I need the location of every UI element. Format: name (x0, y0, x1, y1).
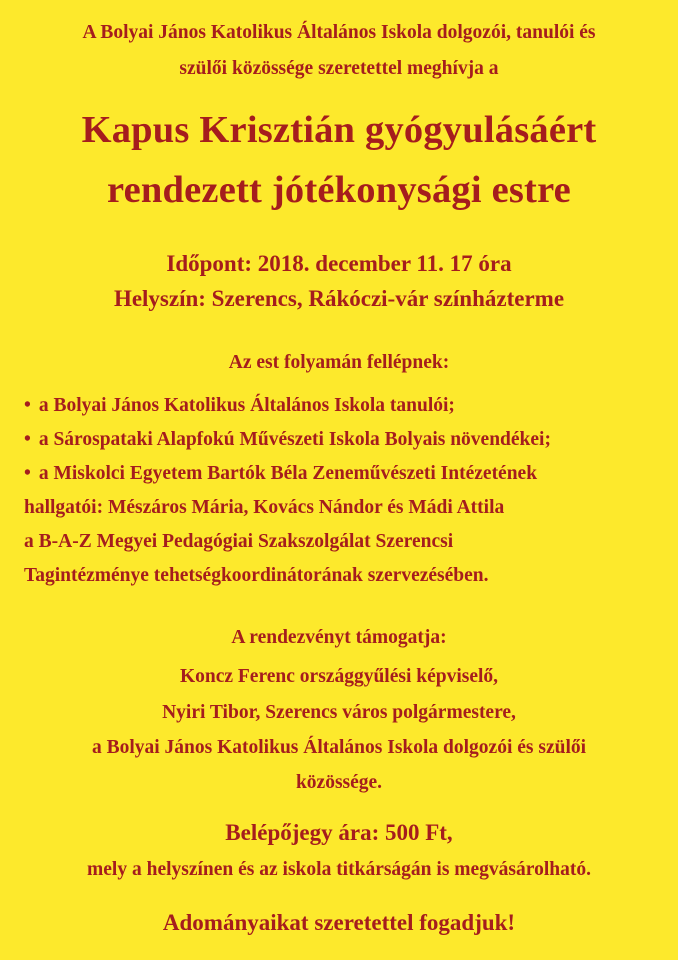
bullet-icon: • (24, 463, 31, 484)
ticket-note: mely a helyszínen és az iskola titkárságán is megvásárolható. (87, 859, 591, 880)
title-line-1: Kapus Krisztián gyógyulásáért (81, 109, 597, 151)
closing-message: Adományaikat szeretettel fogadjuk! (162, 910, 516, 935)
supporter-line-4: közössége. (295, 772, 383, 793)
intro-line-2: szülői közössége szeretettel meghívja a (179, 58, 499, 79)
supporters-heading: A rendezvényt támogatja: (231, 627, 447, 648)
ticket-price: Belépőjegy ára: 500 Ft, (225, 820, 453, 845)
performer-continuation-2: a B-A-Z Megyei Pedagógiai Szakszolgálat Szerencsi (24, 531, 454, 552)
performer-item (24, 463, 537, 485)
performer-item-text: a Miskolci Egyetem Bartók Béla Zeneművészeti Intézetének (38, 463, 538, 484)
performer-continuation-3: Tagintézménye tehetségkoordinátorának szervezésében. (24, 565, 489, 586)
supporter-line-1: Koncz Ferenc országgyűlési képviselő, (179, 666, 499, 687)
performer-continuation-1: hallgatói: Mészáros Mária, Kovács Nándor és Mádi Attila (24, 497, 505, 518)
performer-item (24, 429, 551, 451)
bullet-icon: • (24, 429, 31, 450)
performers-heading: Az est folyamán fellépnek: (228, 352, 450, 373)
performer-item-text: a Bolyai János Katolikus Általános Iskola tanulói; (38, 395, 455, 416)
supporter-line-2: Nyiri Tibor, Szerencs város polgármestere, (162, 702, 516, 723)
event-place: Helyszín: Szerencs, Rákóczi-vár színházterme (113, 286, 565, 311)
intro-line-1: A Bolyai János Katolikus Általános Iskola dolgozói, tanulói és (82, 22, 596, 43)
bullet-icon: • (24, 395, 31, 416)
performer-item (24, 395, 455, 417)
event-time: Időpont: 2018. december 11. 17 óra (166, 251, 512, 276)
supporter-line-3: a Bolyai János Katolikus Általános Iskola dolgozói és szülői (91, 737, 587, 758)
title-line-2: rendezett jótékonysági estre (107, 169, 571, 211)
performer-item-text: a Sárospataki Alapfokú Művészeti Iskola Bolyais növendékei; (38, 429, 551, 450)
